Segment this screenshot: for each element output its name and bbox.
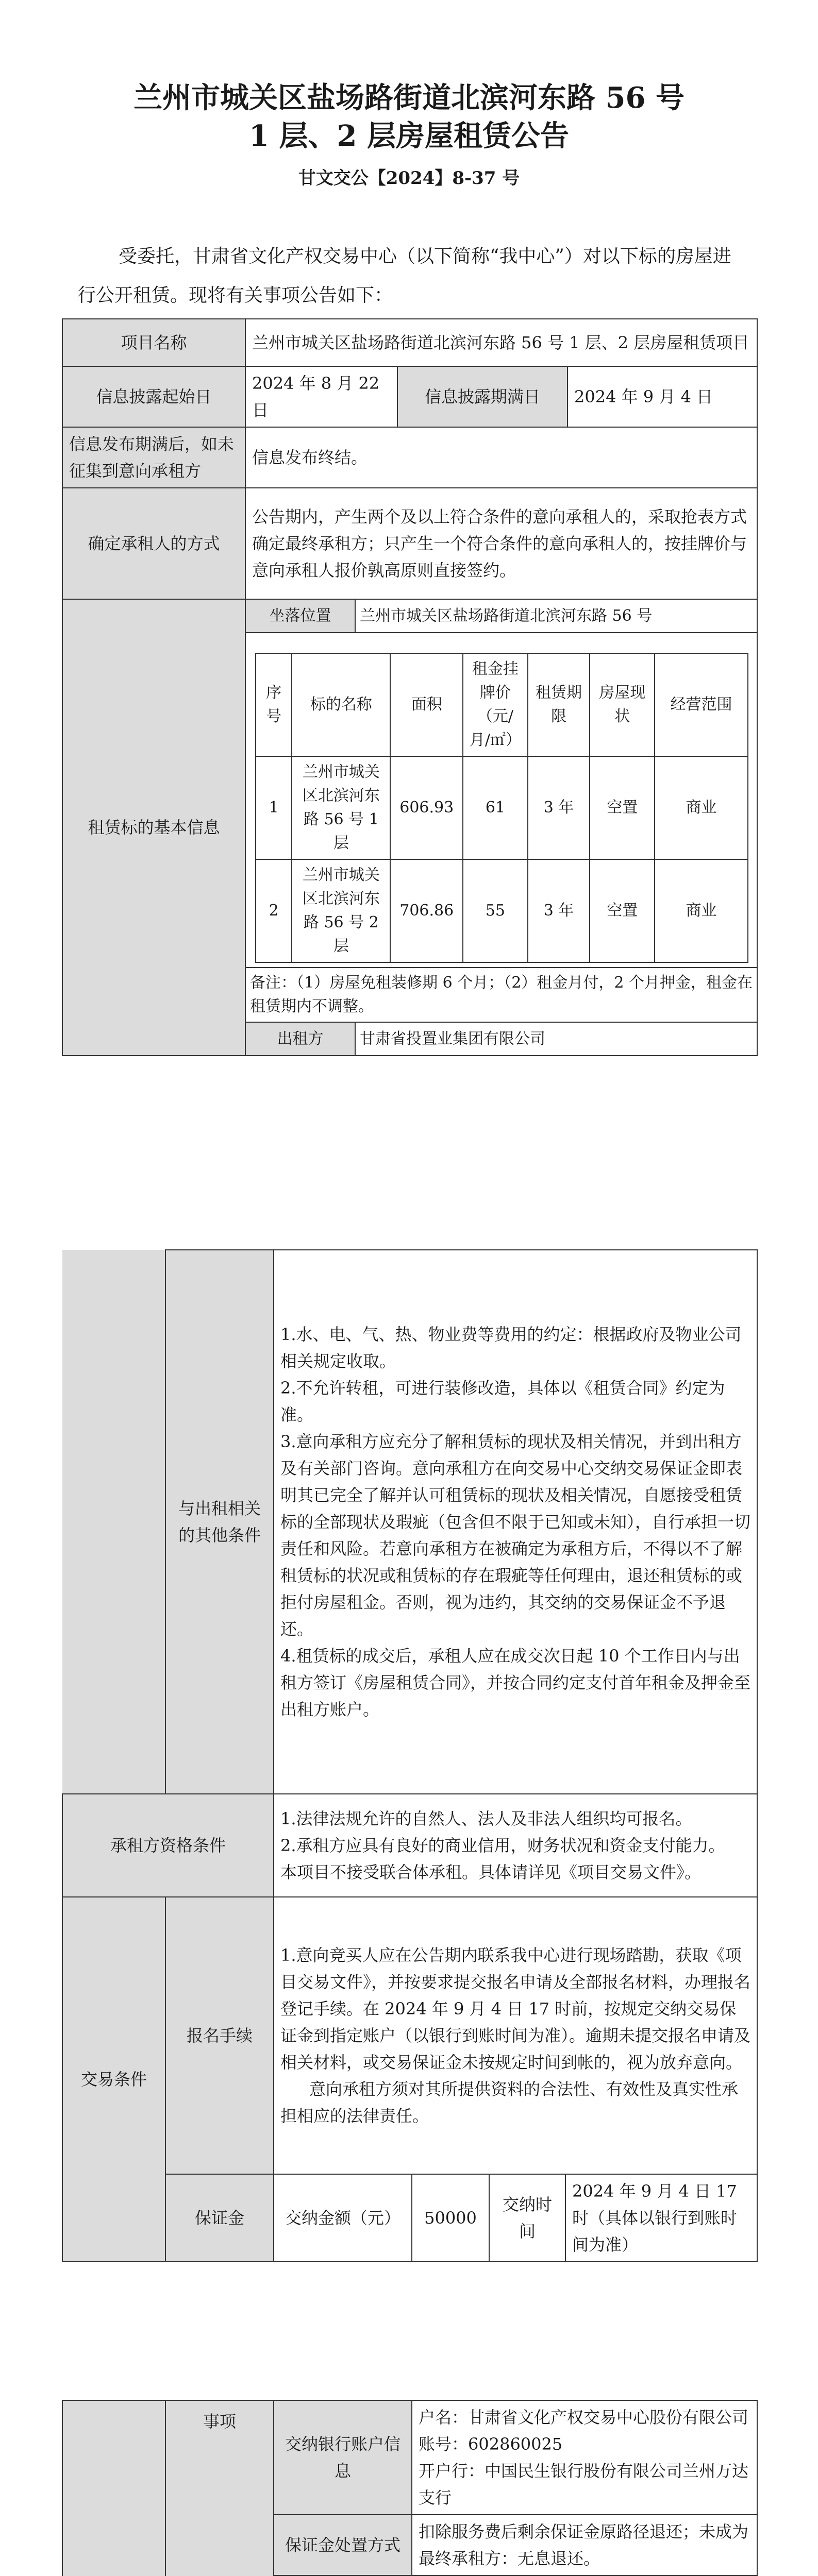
- row1-status: 空置: [590, 756, 655, 859]
- col-header-index: 序号: [256, 653, 292, 756]
- col-header-name: 标的名称: [292, 653, 390, 756]
- row1-price: 61: [463, 756, 528, 859]
- qualification-2: 2.承租方应具有良好的商业信用，财务状况和资金支付能力。: [280, 1836, 725, 1855]
- deposit-time: 2024 年 9 月 4 日 17 时（具体以银行到账时间为准）: [565, 2174, 757, 2262]
- row1-area: 606.93: [390, 756, 463, 859]
- document-number: 甘文交公【2024】8-37 号: [298, 168, 520, 189]
- location-label: 坐落位置: [246, 600, 355, 633]
- project-info-table: [62, 318, 758, 1056]
- blank-cell: [62, 1250, 165, 1794]
- disposal-label: 保证金处置方式: [274, 2515, 412, 2575]
- qualification-3: 本项目不接受联合体承租。具体请详见《项目交易文件》。: [280, 1862, 702, 1882]
- bank-label: 交纳银行账户信息: [274, 2400, 412, 2515]
- qualification-value: [274, 1794, 757, 1897]
- row2-name: 兰州市城关区北滨河东路 56 号 2 层: [292, 859, 390, 962]
- row1-name: 兰州市城关区北滨河东路 56 号 1 层: [292, 756, 390, 859]
- col-header-status: 房屋现状: [590, 653, 655, 756]
- row1-scope: 商业: [655, 756, 748, 859]
- matters-blank-left: [62, 2400, 165, 2515]
- deposit-time-label: 交纳时间: [489, 2174, 565, 2262]
- items-wrapper: [246, 633, 758, 968]
- intro-paragraph: 受委托，甘肃省文化产权交易中心（以下简称“我中心”）对以下标的房屋进行公开租赁。现将有关事项公告如下：: [77, 246, 731, 306]
- conditions-table: [62, 1249, 758, 2262]
- row2-index: 2: [256, 859, 292, 962]
- table-row: [256, 756, 748, 859]
- other-condition-4: 4.租赁标的成交后，承租人应在成交次日起 10 个工作日内与出租方签订《房屋租赁合同》，并按合同约定支付首年租金及押金至出租方账户。: [280, 1646, 751, 1719]
- deposit-contact-table: [62, 2400, 758, 2576]
- other-condition-2: 2.不允许转租，可进行装修改造，具体以《租赁合同》约定为准。: [280, 1378, 725, 1425]
- method-value: 公告期内，产生两个及以上符合条件的意向承租人的，采取抢表方式确定最终承租方；只产生一个符合条件的意向承租人的，按挂牌价与意向承租人报价孰高原则直接签约。: [245, 488, 757, 599]
- deposit-amount: 50000: [412, 2174, 489, 2262]
- matters-blank-left-2: [62, 2515, 165, 2575]
- other-conditions-value: [274, 1250, 757, 1794]
- bank-info: [412, 2400, 757, 2515]
- row2-term: 3 年: [528, 859, 590, 962]
- project-name-value: 兰州市城关区盐场路街道北滨河东路 56 号 1 层、2 层房屋租赁项目: [245, 319, 757, 366]
- other-conditions-label: 与出租相关的其他条件: [165, 1250, 274, 1794]
- qualification-1: 1.法律法规允许的自然人、法人及非法人组织均可报名。: [280, 1809, 692, 1828]
- lessor-label: 出租方: [246, 1022, 355, 1055]
- other-condition-1: 1.水、电、气、热、物业费等费用的约定：根据政府及物业公司相关规定收取。: [280, 1325, 742, 1371]
- registration-1: 1.意向竞买人应在公告期内联系我中心进行现场踏勘，获取《项目交易文件》，并按要求提交报名申请及全部报名材料，办理报名登记手续。在 2024 年 9 月 4 日 17 时前，按规定交纳交易保证金到指定账户（以银行到账时间为准）。逾期未提交报名申请及相关材料，或交易保证金未按规定时间到帐的，视为放弃意向。: [280, 1945, 751, 2072]
- registration-2: 意向承租方须对其所提供资料的合法性、有效性及真实性承担相应的法律责任。: [280, 2079, 739, 2126]
- registration-value: [274, 1897, 757, 2174]
- rental-items-table: [246, 600, 758, 1055]
- qualification-label: 承租方资格条件: [62, 1794, 274, 1897]
- items-table: [255, 653, 748, 963]
- title-line-2: 1 层、2 层房屋租赁公告: [249, 119, 569, 153]
- row1-term: 3 年: [528, 756, 590, 859]
- matters-label: 事项: [165, 2400, 274, 2576]
- other-condition-3: 3.意向承租方应充分了解租赁标的现状及相关情况，并到出租方及有关部门咨询。意向承租方在向交易中心交纳交易保证金即表明其已完全了解并认可租赁标的现状及相关情况，自愿接受租赁标的全部现状及瑕疵（包含但不限于已知或未知），自行承担一切责任和风险。若意向承租方在被确定为承租方后，不得以不了解租赁标的状况或租赁标的存在瑕疵等任何理由，退还租赁标的或拒付房屋租金。否则，视为违约，其交纳的交易保证金不予退还。: [280, 1432, 751, 1639]
- basic-info-label: 租赁标的基本信息: [62, 599, 245, 1056]
- deposit-label: 保证金: [165, 2174, 274, 2262]
- col-header-price: 租金挂牌价（元/月/㎡）: [463, 653, 528, 756]
- col-header-area: 面积: [390, 653, 463, 756]
- end-date-label: 信息披露期满日: [397, 366, 567, 427]
- basic-info-cell: [245, 599, 757, 1056]
- row2-scope: 商业: [655, 859, 748, 962]
- col-header-term: 租赁期限: [528, 653, 590, 756]
- location-value: 兰州市城关区盐场路街道北滨河东路 56 号: [355, 600, 758, 633]
- row2-area: 706.86: [390, 859, 463, 962]
- row2-price: 55: [463, 859, 528, 962]
- deposit-amount-label: 交纳金额（元）: [274, 2174, 412, 2262]
- no-lessee-label: 信息发布期满后，如未征集到意向承租方: [62, 427, 245, 488]
- title-line-1: 兰州市城关区盐场路街道北滨河东路 56 号: [133, 81, 685, 115]
- bank-branch: 开户行：中国民生银行股份有限公司兰州万达支行: [419, 2461, 749, 2507]
- row2-status: 空置: [590, 859, 655, 962]
- table-row: [256, 859, 748, 962]
- col-header-scope: 经营范围: [655, 653, 748, 756]
- bank-account-name: 户名：甘肃省文化产权交易中心股份有限公司: [419, 2408, 749, 2427]
- no-lessee-value: 信息发布终结。: [245, 427, 757, 488]
- start-date-label: 信息披露起始日: [62, 366, 245, 427]
- lessor-value: 甘肃省投置业集团有限公司: [355, 1022, 758, 1055]
- row1-index: 1: [256, 756, 292, 859]
- method-label: 确定承租人的方式: [62, 488, 245, 599]
- bank-account-number: 账号：602860025: [419, 2434, 563, 2454]
- trade-conditions-label: 交易条件: [62, 1897, 165, 2262]
- disposal-value: 扣除服务费后剩余保证金原路径退还；未成为最终承租方：无息退还。: [412, 2515, 757, 2575]
- start-date-value: 2024 年 8 月 22 日: [245, 366, 397, 427]
- end-date-value: 2024 年 9 月 4 日: [567, 366, 757, 427]
- remark: 备注：（1）房屋免租装修期 6 个月；（2）租金月付，2 个月押金，租金在租赁期内不调整。: [246, 968, 758, 1022]
- registration-label: 报名手续: [165, 1897, 274, 2174]
- project-name-label: 项目名称: [62, 319, 245, 366]
